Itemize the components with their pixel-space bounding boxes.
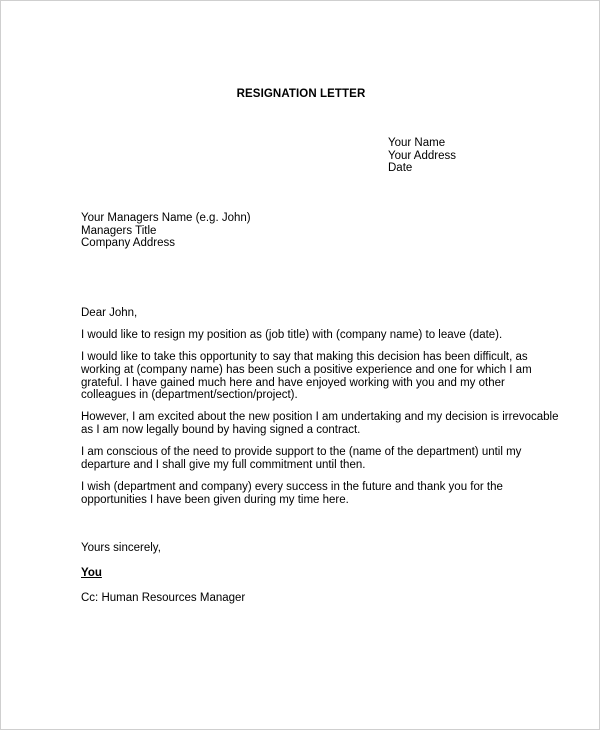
paragraph-line: grateful. I have gained much here and have enjoyed working with you and my other <box>81 376 505 389</box>
letter-title: RESIGNATION LETTER <box>236 88 366 100</box>
closing: Yours sincerely, <box>81 542 161 554</box>
paragraph-line: I would like to take this opportunity to say that making this decision has been difficult, as <box>81 351 528 364</box>
paragraph-line: I would like to resign my position as (job title) with (company name) to leave (date). <box>81 329 503 342</box>
paragraph-line: I am conscious of the need to provide support to the (name of the department) until my <box>81 446 522 459</box>
paragraph-new-position <box>81 411 559 436</box>
paragraph-line: colleagues in (department/section/project). <box>81 389 298 402</box>
sender-name: Your Name <box>388 137 446 149</box>
paragraph-line: as I am now legally bound by having signed a contract. <box>81 423 361 436</box>
paragraph-line: departure and I shall give my full commitment until then. <box>81 458 366 471</box>
paragraph-wishes <box>81 481 541 506</box>
recipient-block <box>81 212 251 250</box>
signature: You <box>81 567 102 579</box>
paragraph-line: working at (company name) has been such a positive experience and one for which I am <box>81 363 532 376</box>
sender-address: Your Address <box>388 149 456 162</box>
recipient-address: Company Address <box>81 237 175 250</box>
sender-date: Date <box>388 162 413 175</box>
paragraph-line: However, I am excited about the new position I am undertaking and my decision is irrevocable <box>81 411 559 424</box>
sender-block <box>388 137 456 175</box>
cc-line: Cc: Human Resources Manager <box>81 592 246 604</box>
paragraph-line: opportunities I have been given during my time here. <box>81 493 349 506</box>
letter-body <box>81 307 559 516</box>
paragraph-line: I wish (department and company) every success in the future and thank you for the <box>81 480 503 493</box>
paragraph-resignation <box>81 329 541 342</box>
paragraph-support <box>81 446 541 471</box>
salutation: Dear John, <box>81 307 138 319</box>
paragraph-gratitude <box>81 351 541 401</box>
recipient-title: Managers Title <box>81 224 157 237</box>
recipient-name: Your Managers Name (e.g. John) <box>81 212 251 224</box>
